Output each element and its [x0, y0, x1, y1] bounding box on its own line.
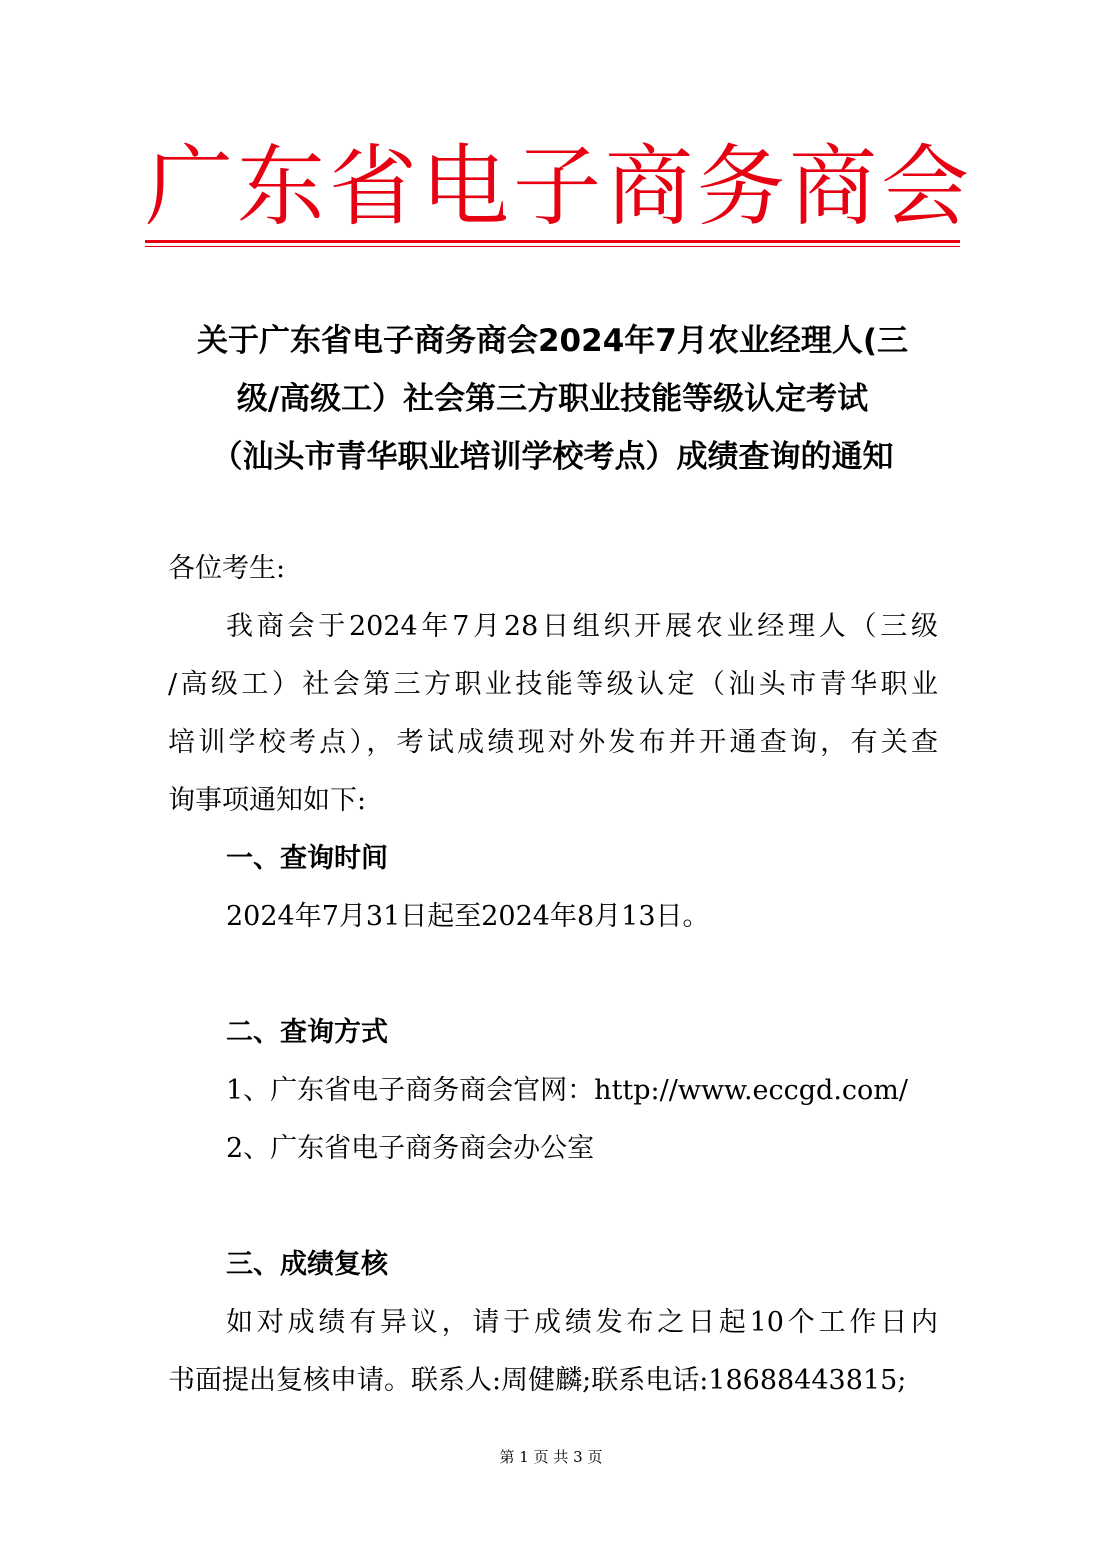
letterhead-rule-thin: [145, 246, 960, 247]
section3-heading: 三、成绩复核: [226, 1249, 388, 1280]
section3-line-1: 如对成绩有异议，请于成绩发布之日起10个工作日内: [226, 1307, 938, 1338]
section3-line-2: 书面提出复核申请。联系人:周健麟;联系电话:18688443815;: [168, 1365, 907, 1396]
section2-item-office: 2、广东省电子商务商会办公室: [226, 1133, 595, 1164]
intro-line-4: 询事项通知如下:: [168, 785, 367, 816]
section2-heading: 二、查询方式: [226, 1017, 388, 1048]
letterhead-rule-thick: [145, 240, 960, 243]
section2-item-website: 1、广东省电子商务商会官网：http://www.eccgd.com/: [226, 1075, 908, 1106]
notice-title: [150, 312, 955, 486]
intro-line-1: 我商会于2024年7月28日组织开展农业经理人（三级: [226, 611, 938, 642]
intro-line-3: 培训学校考点），考试成绩现对外发布并开通查询，有关查: [168, 727, 938, 758]
section1-text: 2024年7月31日起至2024年8月13日。: [226, 901, 710, 932]
salutation: 各位考生:: [168, 553, 286, 584]
spacer: [168, 946, 938, 1004]
section1-heading: 一、查询时间: [226, 843, 388, 874]
letterhead-org-name: 广东省电子商务商会: [145, 135, 974, 238]
intro-line-2: /高级工）社会第三方职业技能等级认定（汕头市青华职业: [168, 669, 938, 700]
page-number-footer: 第 1 页 共 3 页: [499, 1448, 603, 1466]
title-line-2: 级/高级工）社会第三方职业技能等级认定考试: [236, 381, 869, 417]
spacer: [168, 1178, 938, 1236]
notice-body: [168, 540, 938, 1410]
title-line-3: （汕头市青华职业培训学校考点）成绩查询的通知: [211, 439, 894, 475]
title-line-1: 关于广东省电子商务商会2024年7月农业经理人(三: [196, 323, 908, 359]
